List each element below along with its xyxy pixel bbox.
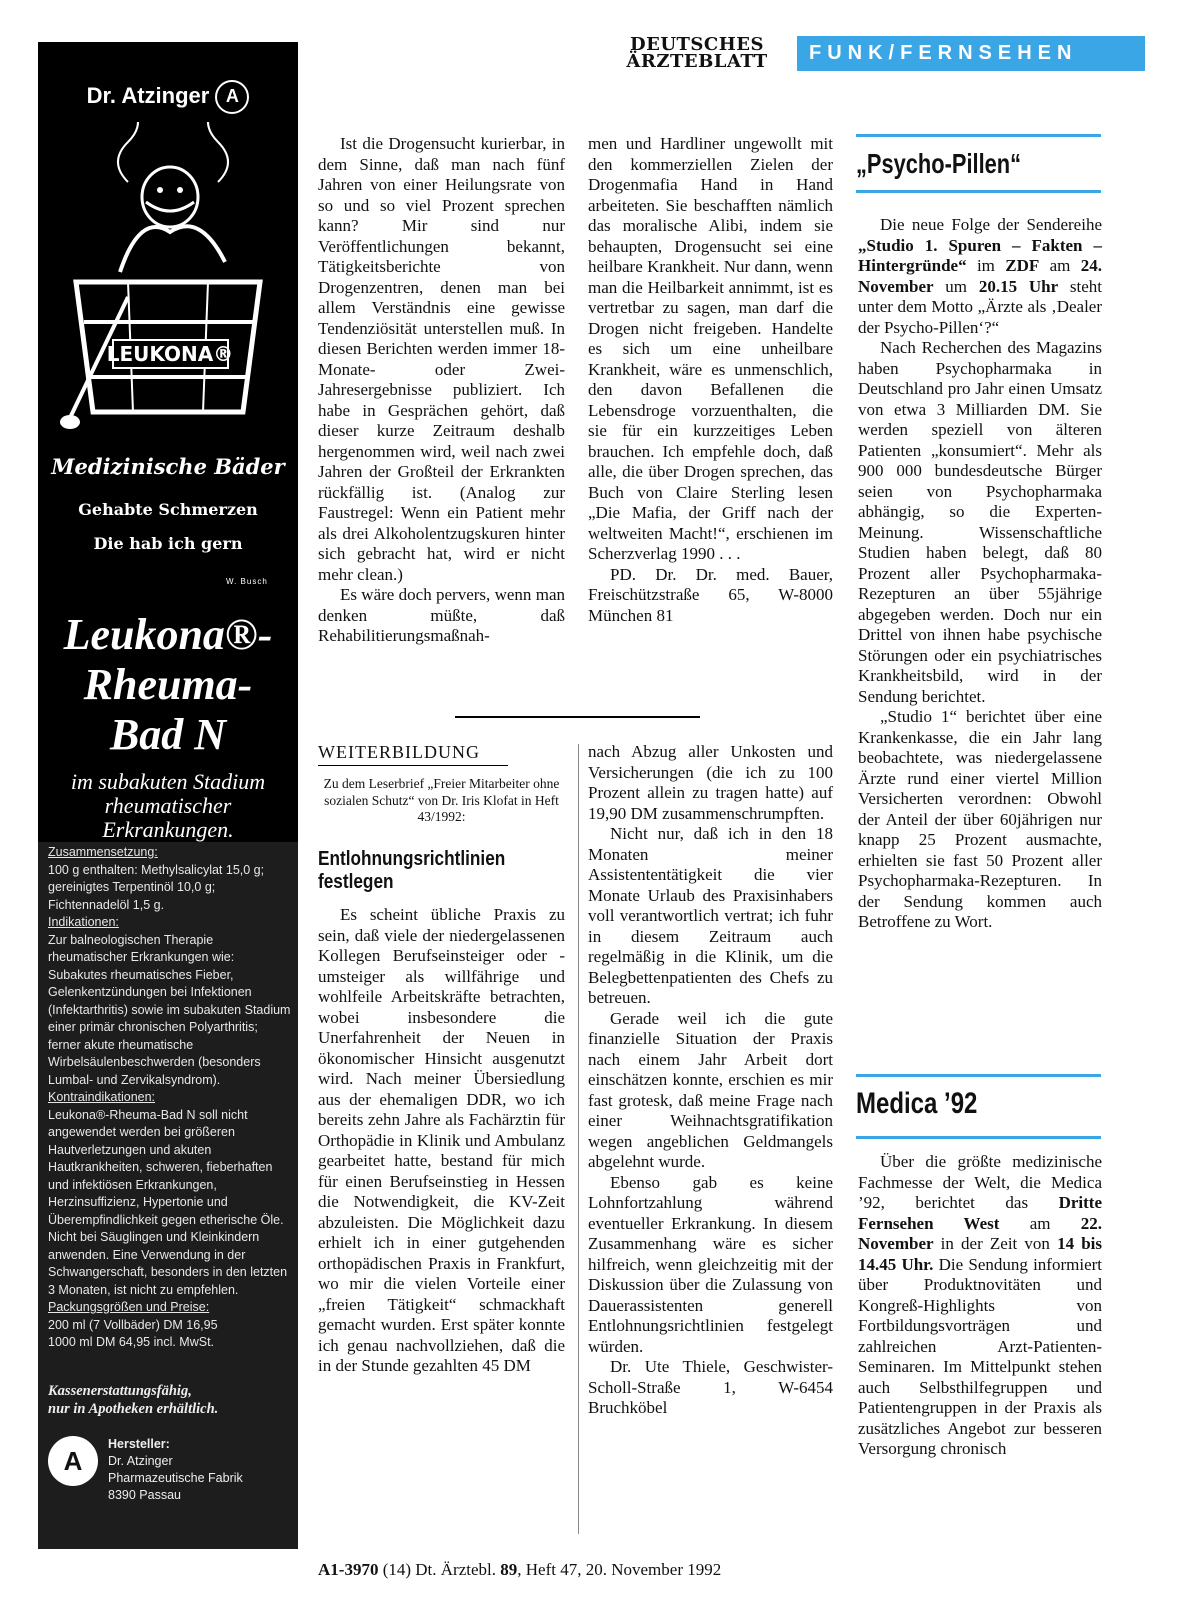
- ad-brand: [38, 80, 298, 114]
- ad-product-name: [38, 610, 298, 760]
- text-run: im: [966, 256, 1006, 275]
- manufacturer-logo-icon: A: [48, 1436, 98, 1486]
- ad-refund-line-2: nur in Apotheken erhältlich.: [48, 1401, 219, 1417]
- sidebar-rule: [856, 1074, 1101, 1077]
- journal-masthead: [612, 36, 782, 70]
- manufacturer-line-3: 8390 Passau: [108, 1488, 181, 1502]
- ad-product-line-1: Leukona®-: [63, 610, 273, 659]
- letter-paragraph: men und Hardliner ungewollt mit den kommerziellen Zielen der Drogenmafia Hand in Hand arbeiteten. Sie beschafften nämlich das moralische Alibi, indem sie behaupten, Drogensucht sei eine heilbare Krankheit. Nur dann, wenn man die Heilbarkeit annimmt, ist es vertretbar zu sagen, man darf die Drogen nicht freigeben. Handelte es sich um eine unheilbare Krankheit, wäre es unmenschlich, den davon Befallenen die Lebensdroge vorzuenthalten, die sie für ein kurzzeitiges Leben brauchen. Ich empfehle doch, daß alle, die über Drogen sprechen, das Buch von Claire Sterling lesen „Die Mafia, der Griff nach der weltweiten Macht!“, erschienen im Scherzverlag 1990 . . .: [588, 134, 833, 563]
- letter-reference-intro: Zu dem Leserbrief „Freier Mitarbeiter ohne sozialen Schutz“ von Dr. Iris Klofat in Heft 43/1992:: [323, 776, 560, 824]
- masthead-line-2: ÄRZTEBLATT: [626, 51, 768, 72]
- medica-title: Medica ’92: [856, 1087, 978, 1120]
- small-print-text: 1000 ml DM 64,95 incl. MwSt.: [48, 1335, 215, 1349]
- letter-drug-column-2: [588, 134, 833, 626]
- column-rule: [578, 744, 579, 1534]
- psycho-pillen-title: „Psycho-Pillen“: [856, 148, 1022, 179]
- ad-brand-name: Dr. Atzinger: [86, 82, 210, 108]
- small-print-text: 200 ml (7 Vollbäder) DM 16,95: [48, 1317, 218, 1332]
- text-run: am: [1039, 256, 1081, 275]
- channel-name: Dritte Fernsehen West: [858, 1193, 1102, 1233]
- ad-quote-line-2: Die hab ich gern: [93, 534, 243, 553]
- atzinger-logo-icon: A: [215, 80, 249, 114]
- text-run: in der Zeit von: [933, 1234, 1058, 1253]
- small-print-heading: Indikationen:: [48, 915, 119, 929]
- page-footer: [318, 1560, 918, 1580]
- tub-label: LEUKONA®: [106, 342, 234, 366]
- journal-abbrev: Dt. Ärztebl.: [415, 1560, 497, 1579]
- manufacturer-line-1: Dr. Atzinger: [108, 1454, 173, 1468]
- masthead-line-1: DEUTSCHES: [630, 34, 764, 55]
- text-run: Die Sendung informiert über Produktnovitäten und Kongreß-Highlights von Fortbildungsvorträgen und zahlreichen Arzt-Patienten-Seminaren. Im Mittelpunkt stehen auch Selbsthilfegruppen und Patientengruppen in der Praxis als zusätzliches Angebot zur besseren Versorgung chronisch: [858, 1254, 1102, 1458]
- letter-drug-column-1: [318, 134, 565, 647]
- letter-paragraph: nach Abzug aller Unkosten und Versicherungen (die ich zu 100 Prozent allein zu tragen hatte) auf 19,90 DM zusammenschrumpften.: [588, 742, 833, 823]
- issue-info: , Heft 47, 20. November 1992: [517, 1560, 722, 1579]
- channel-name: ZDF: [1005, 256, 1040, 275]
- article-paragraph: „Studio 1“ berichtet über eine Krankenkasse, die ein Jahr lang beobachtete, was niedergelassene Ärzte rund einer viertel Million Versicherten verordnen: Obwohl der Anteil der über 60jährigen nur knapp 25 Prozent ausmachte, erhielten sie fast 50 Prozent aller Psychopharmaka-Rezepturen. In der Sendung kommen auch Betroffene zu Wort.: [858, 707, 1102, 931]
- small-print-heading: Kontraindikationen:: [48, 1090, 156, 1104]
- letter-training-column-1: [318, 905, 565, 1377]
- sidebar-rule: [856, 1136, 1101, 1139]
- ad-indication-line-2: rheumatischer: [104, 793, 232, 818]
- ad-quote-line-1: Gehabte Schmerzen: [78, 500, 258, 519]
- text-run: Die neue Folge der Sendereihe: [880, 215, 1102, 234]
- ad-indication: [38, 770, 298, 842]
- page-code: A1-3970: [318, 1560, 379, 1579]
- ad-product-info: [38, 842, 298, 1549]
- text-run: steht unter dem Motto „Ärzte als ‚Dealer der Psycho-Pillen‘?“: [858, 276, 1103, 337]
- article-paragraph: [858, 215, 1102, 338]
- show-title: „Studio 1. Spuren – Fakten – Hintergründe“: [858, 235, 1102, 275]
- broadcast-date: 22. November: [858, 1213, 1102, 1253]
- broadcast-time: 14 bis 14.45 Uhr.: [858, 1234, 1102, 1274]
- letter-signature: Dr. Ute Thiele, Geschwister-Scholl-Straße 1, W-6454 Bruchköbel: [588, 1357, 833, 1417]
- letter-training-column-2: [588, 742, 833, 1419]
- manufacturer-line-2: Pharmazeutische Fabrik: [108, 1471, 243, 1485]
- small-print-text: Leukona®-Rheuma-Bad N soll nicht angewendet werden bei größeren Hautverletzungen und akuten Hautkrankheiten, schweren, fieberhaften und infektiösen Erkrankungen, Herzinsuffizienz, Hypertonie und Überempfindlichkeit gegen etherische Öle. Nicht bei Säuglingen und Kleinkindern anwenden. Eine Verwendung in der Schwangerschaft, besonders in den letzten 3 Monaten, ist nicht zu empfehlen.: [48, 1107, 288, 1297]
- psycho-pillen-article: [858, 215, 1102, 933]
- text-run: Über die größte medizinische Fachmesse der Welt, die Medica ’92, berichtet das: [858, 1152, 1102, 1212]
- text-run: um: [933, 276, 979, 296]
- letters-divider: [455, 716, 700, 718]
- section-banner: FUNK/FERNSEHEN: [797, 36, 1145, 71]
- small-print-heading: Zusammensetzung:: [48, 845, 158, 859]
- ad-manufacturer: [108, 1436, 293, 1504]
- ad-indication-line-1: im subakuten Stadium: [70, 769, 266, 794]
- small-print-text: 100 g enthalten: Methylsalicylat 15,0 g; gereinigtes Terpentinöl 10,0 g; Fichtennadelöl 1,5 g.: [48, 862, 265, 912]
- page-number: (14): [382, 1560, 412, 1579]
- sidebar-rule: [856, 190, 1101, 193]
- ad-tagline: Medizinische Bäder: [51, 454, 285, 479]
- text-run: am: [999, 1213, 1081, 1233]
- manufacturer-label: Hersteller:: [108, 1437, 170, 1451]
- letter-paragraph: Nicht nur, daß ich in den 18 Monaten meiner Assistententätigkeit die vier Monate Urlaub des Praxisinhabers voll verantwortlich vertrat; ich fuhr in diesem Zeitraum auch regelmäßig in die Klinik, um die Belegbettenpatienten des Chefs zu betreuen.: [588, 824, 833, 1007]
- bathing-man-illustration: [58, 122, 278, 432]
- small-print-text: Zur balneologischen Therapie rheumatischer Erkrankungen wie: Subakutes rheumatisches Fieber, Gelenkentzündungen bei Infektionen (Infektarthritis) sowie im subakuten Stadium einer primär chronischen Polyarthritis; ferner akute rheumatische Wirbelsäulenbeschwerden (besonders Lumbal- und Zervikalsyndrom).: [48, 932, 291, 1087]
- ad-signature: W. Busch: [226, 577, 268, 586]
- ad-product-line-3: Bad N: [109, 710, 227, 759]
- ad-refund-line-1: Kassenerstattungsfähig,: [48, 1383, 192, 1399]
- broadcast-time: 20.15 Uhr: [978, 276, 1059, 296]
- letter-headline: Entlohnungsrichtlinien festlegen: [318, 848, 506, 893]
- ad-small-print: [48, 844, 293, 1352]
- broadcast-date: 24. November: [858, 256, 1102, 296]
- ad-product-line-2: Rheuma-: [83, 660, 253, 709]
- letter-paragraph: Ist die Drogensucht kurierbar, in dem Sinne, daß man nach fünf Jahren von einer Heilungsrate von so und so viel Prozent sprechen kann? Mir sind nur Veröffentlichungen bekannt, Tätigkeitsberichte von Drogenzentren, denen man bei allem Verständnis eine gewisse Tendenziösität unterstellen muß. In diesen Berichten werden immer 18-Monate- oder Zwei-Jahresergebnisse publiziert. Ich habe in Gesprächen gehört, daß dieser kurze Zeitraum deshalb hergenommen wird, weil nach zwei Jahren der Großteil der Erkrankten rückfällig ist. (Analog zur Faustregel: Wenn ein Patient mehr als drei Alkoholentzugskuren hinter sich gebracht hat, wird er nicht mehr clean.): [318, 134, 565, 584]
- letter-paragraph: Ebenso gab es keine Lohnfortzahlung während eventueller Erkrankung. In diesem Zusammenhang wäre es sicher hilfreich, wenn gleichzeitig mit der Diskussion über die Zulassung von Dauerassistenten generell Entlohnungsrichtlinien festgelegt würden.: [588, 1172, 833, 1356]
- article-paragraph: [858, 1152, 1102, 1460]
- sidebar-rule: [856, 134, 1101, 137]
- section-heading: WEITERBILDUNG: [318, 742, 508, 766]
- letter-paragraph: Gerade weil ich die gute finanzielle Situation der Praxis nach einem Jahr Arbeit dort einschätzen konnte, erschien es mir fast grotesk, daß meine Frage nach einer Weihnachtsgratifikation wegen angeblichen Geldmangels abgelehnt wurde.: [588, 1008, 833, 1171]
- ad-refund-note: [48, 1382, 293, 1418]
- volume-number: 89: [500, 1560, 518, 1579]
- article-paragraph: Nach Recherchen des Magazins haben Psychopharmaka in Deutschland pro Jahr einen Umsatz von etwa 3 Milliarden DM. Sie werden speziell von älteren Patienten „konsumiert“. Mehr als 900 000 bundesdeutsche Bürger seien von Psychopharmaka abhängig, so die Experten-Meinung. Wissenschaftliche Studien haben belegt, daß 80 Prozent aller Psychopharmaka-Rezepturen an über 55jährige abgegeben werden. Doch nur ein Drittel von ihnen habe psychische Störungen oder ein psychiatrisches Krankheitsbild, wird in der Sendung berichtet.: [858, 338, 1102, 706]
- letter-paragraph: Es scheint übliche Praxis zu sein, daß viele der niedergelassenen Kollegen Berufseinsteiger oder -umsteiger als willfährige und wohlfeile Arbeitskräfte betrachten, wobei insbesondere die Unerfahrenheit der Neuen in ökonomischer Hinsicht ausgenutzt wird. Nach meiner Übersiedlung aus der ehemaligen DDR, wo ich bereits zehn Jahre als Fachärztin für Orthopädie in Klinik und Ambulanz gearbeitet hatte, bestand für mich für einen Berufseinstieg in Hessen die Notwendigkeit, die KV-Zeit abzuleisten. Die Möglichkeit dazu erhielt ich in einer gutgehenden orthopädischen Praxis in Frankfurt, wo mir die vielen Vorteile einer „freien Tätigkeit“ schmackhaft gemacht wurden. Erst später konnte ich genau nachvollziehen, daß die in der Stunde gezahlten 45 DM: [318, 905, 565, 1375]
- advertisement: [38, 42, 298, 842]
- letter-paragraph: Es wäre doch pervers, wenn man denken müßte, daß Rehabilitierungsmaßnah-: [318, 585, 565, 645]
- small-print-heading: Packungsgrößen und Preise:: [48, 1300, 210, 1314]
- ad-indication-line-3: Erkrankungen.: [102, 817, 234, 842]
- letter-signature: PD. Dr. Dr. med. Bauer, Freischützstraße 65, W-8000 München 81: [588, 564, 833, 625]
- medica-article: [858, 1152, 1102, 1460]
